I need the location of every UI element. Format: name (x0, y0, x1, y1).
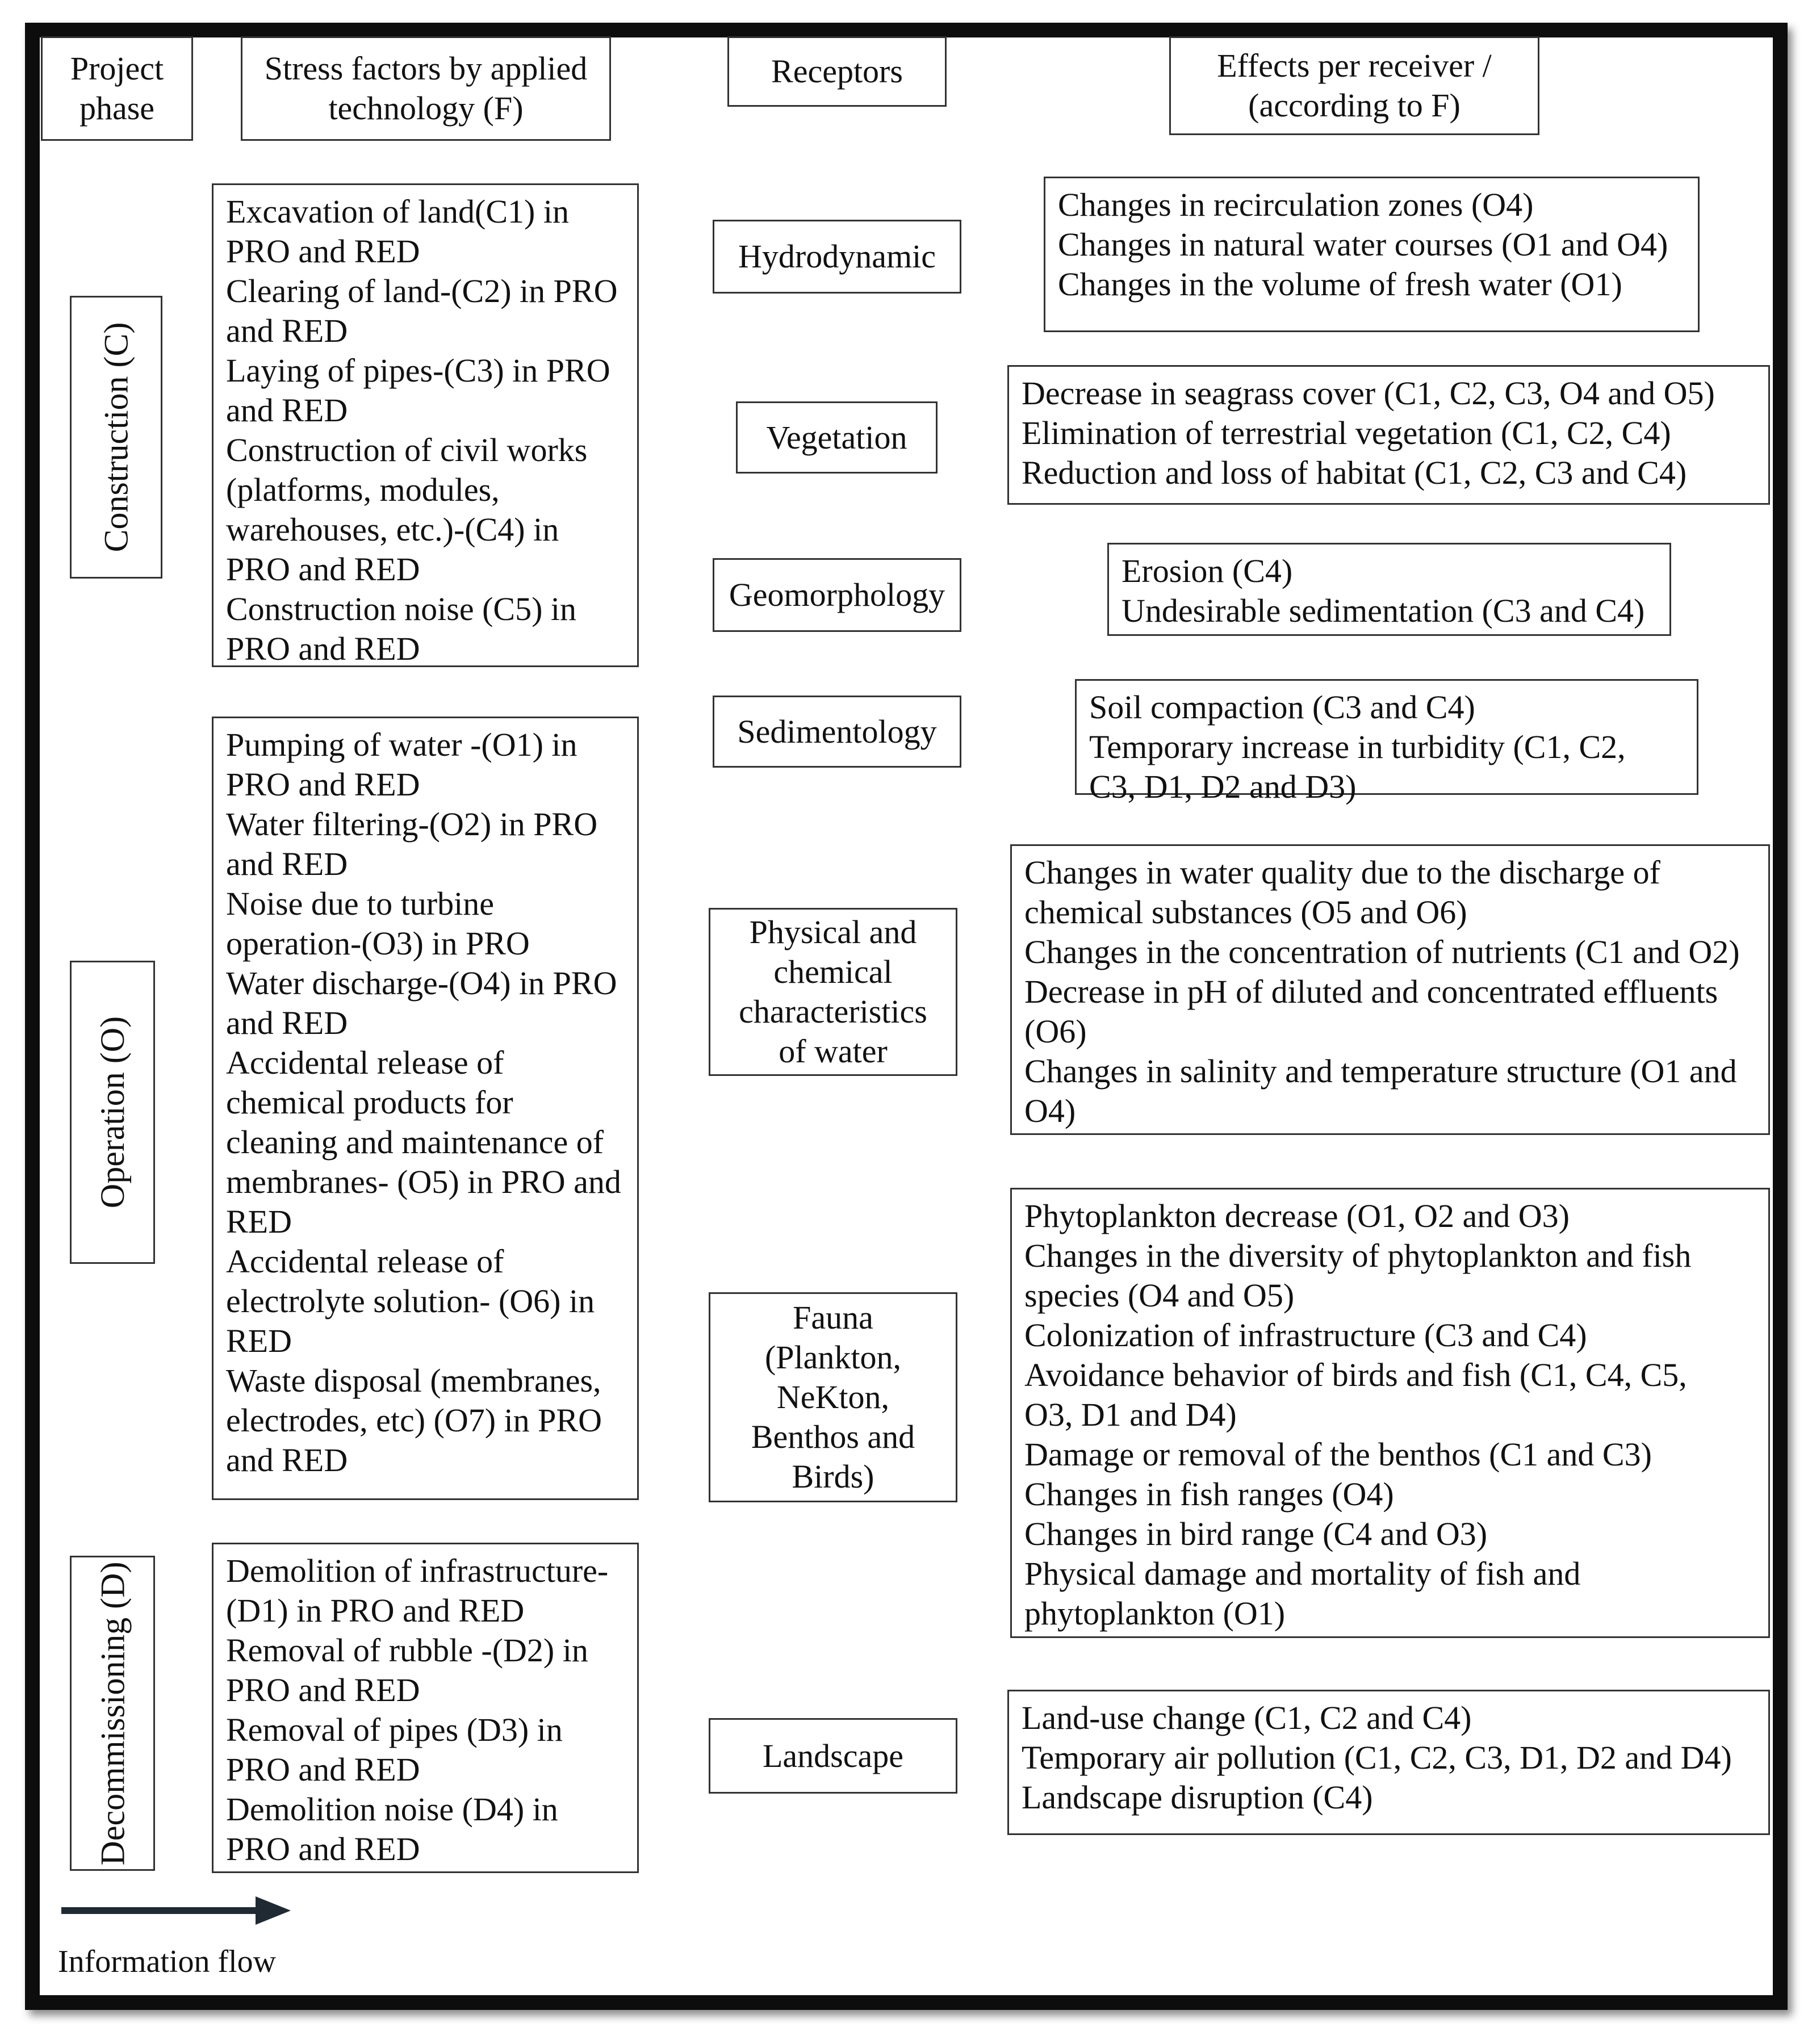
receptor-physical-chemical-lines (739, 912, 927, 1071)
text-line: Changes in recirculation zones (O4) (1058, 186, 1534, 223)
information-flow-label: Information flow (58, 1944, 277, 1979)
text-line: Physical damage and mortality of fish and (1024, 1555, 1581, 1592)
receptor-vegetation (736, 401, 938, 474)
text-line: Landscape (763, 1737, 903, 1774)
text-line: Demolition of infrastructure- (226, 1552, 609, 1589)
text-line: and RED (226, 312, 348, 349)
effects-fauna (1010, 1188, 1770, 1638)
text-line: Construction noise (C5) in (226, 590, 577, 627)
text-line: Changes in the volume of fresh water (O1) (1058, 266, 1622, 303)
text-line: technology (F) (328, 90, 524, 127)
receptor-landscape-lines (763, 1736, 903, 1776)
text-line: Erosion (C4) (1121, 552, 1293, 589)
text-line: (platforms, modules, (226, 471, 500, 508)
receptor-vegetation-lines (766, 418, 907, 458)
text-line: RED (226, 1203, 292, 1240)
text-line: electrolyte solution- (O6) in (226, 1283, 595, 1320)
text-line: Reduction and loss of habitat (C1, C2, C3 and C4) (1022, 454, 1687, 491)
text-line: PRO and RED (226, 1831, 420, 1867)
effects-landscape (1007, 1690, 1770, 1835)
text-line: Excavation of land(C1) in (226, 193, 569, 230)
text-line: Changes in salinity and temperature structure (O1 and (1024, 1053, 1737, 1090)
text-line: NeKton, (776, 1379, 890, 1415)
phase-operation (70, 961, 155, 1264)
text-line: of water (779, 1033, 888, 1070)
receptor-fauna (709, 1292, 957, 1502)
text-line: Landscape disruption (C4) (1022, 1779, 1373, 1816)
text-line: Clearing of land-(C2) in PRO (226, 273, 618, 309)
phase-construction-label: Construction (C) (97, 322, 135, 552)
text-line: PRO and RED (226, 233, 420, 270)
text-line: Decrease in seagrass cover (C1, C2, C3, O4 and O5) (1022, 375, 1715, 412)
text-line: Soil compaction (C3 and C4) (1089, 689, 1475, 726)
text-line: Laying of pipes-(C3) in PRO (226, 352, 610, 389)
header-project-phase (41, 36, 193, 141)
text-line: Elimination of terrestrial vegetation (C1, C2, C4) (1022, 414, 1671, 451)
text-line: Decrease in pH of diluted and concentrated effluents (1024, 973, 1718, 1010)
text-line: Changes in bird range (C4 and O3) (1024, 1515, 1488, 1552)
header-effects (1169, 36, 1539, 135)
header-stress-factors (241, 36, 611, 141)
receptor-landscape (709, 1718, 957, 1794)
text-line: Hydrodynamic (738, 238, 936, 275)
text-line: C3, D1, D2 and D3) (1089, 768, 1357, 805)
text-line: Water filtering-(O2) in PRO (226, 806, 598, 843)
text-line: Removal of pipes (D3) in (226, 1711, 563, 1748)
text-line: O4) (1024, 1092, 1076, 1129)
text-line: and RED (226, 1004, 348, 1041)
text-line: Stress factors by applied (264, 50, 588, 87)
text-line: Vegetation (766, 418, 907, 456)
header-effects-lines (1217, 46, 1492, 125)
information-flow-arrow (57, 1891, 295, 1930)
text-line: Damage or removal of the benthos (C1 and C3) (1024, 1436, 1652, 1473)
text-line: cleaning and maintenance of (226, 1124, 604, 1161)
text-line: and RED (226, 392, 348, 429)
text-line: chemical products for (226, 1084, 513, 1121)
text-line: (D1) in PRO and RED (226, 1592, 525, 1629)
text-line: Changes in fish ranges (O4) (1024, 1476, 1394, 1513)
text-line: PRO and RED (226, 766, 420, 803)
receptor-physical-chemical (709, 908, 957, 1076)
receptor-sedimentology (713, 696, 961, 768)
text-line: chemical (773, 953, 893, 990)
text-line: phase (79, 90, 155, 127)
text-line: Pumping of water -(O1) in (226, 726, 578, 763)
stress-factors-construction (212, 183, 639, 667)
text-line: Demolition noise (D4) in (226, 1791, 558, 1828)
text-line: PRO and RED (226, 1672, 420, 1708)
text-line: Sedimentology (737, 713, 937, 750)
header-stress-factors-lines (265, 49, 588, 128)
header-project-phase-lines (70, 49, 164, 128)
text-line: Changes in natural water courses (O1 and O4) (1058, 226, 1668, 263)
text-line: Avoidance behavior of birds and fish (C1, C4, C5, (1024, 1356, 1687, 1393)
text-line: Phytoplankton decrease (O1, O2 and O3) (1024, 1197, 1570, 1234)
text-line: Removal of rubble -(D2) in (226, 1632, 588, 1669)
text-line: Accidental release of (226, 1044, 504, 1081)
text-line: Effects per receiver / (1217, 47, 1492, 84)
text-line: Undesirable sedimentation (C3 and C4) (1121, 592, 1645, 629)
text-line: PRO and RED (226, 630, 420, 667)
phase-decommissioning-label: Decommissioning (D) (94, 1561, 131, 1865)
effects-hydrodynamic (1044, 177, 1700, 332)
text-line: species (O4 and O5) (1024, 1277, 1295, 1314)
effects-vegetation (1007, 365, 1770, 505)
text-line: Fauna (793, 1299, 873, 1336)
text-line: Temporary increase in turbidity (C1, C2, (1089, 728, 1626, 765)
effects-geomorphology (1107, 543, 1671, 636)
text-line: and RED (226, 1442, 348, 1478)
text-line: Noise due to turbine (226, 885, 494, 922)
text-line: Benthos and (751, 1418, 915, 1455)
text-line: PRO and RED (226, 1751, 420, 1788)
text-line: and RED (226, 845, 348, 882)
header-receptors (727, 36, 947, 107)
phase-decommissioning (70, 1556, 155, 1871)
text-line: Accidental release of (226, 1243, 504, 1280)
text-line: operation-(O3) in PRO (226, 925, 530, 962)
stress-factors-operation (212, 717, 639, 1500)
text-line: (O6) (1024, 1013, 1087, 1050)
text-line: Colonization of infrastructure (C3 and C4) (1024, 1317, 1587, 1354)
text-line: PRO and RED (226, 551, 420, 588)
phase-construction (70, 296, 162, 579)
stress-factors-decommissioning (212, 1543, 639, 1873)
text-line: Waste disposal (membranes, (226, 1362, 601, 1399)
receptor-geomorphology (713, 558, 961, 632)
text-line: Changes in the concentration of nutrients (C1 and O2) (1024, 933, 1740, 970)
text-line: membranes- (O5) in PRO and (226, 1163, 621, 1200)
text-line: Land-use change (C1, C2 and C4) (1022, 1699, 1472, 1736)
text-line: Water discharge-(O4) in PRO (226, 965, 617, 1002)
receptor-fauna-lines (751, 1298, 915, 1497)
effects-physical-chemical (1010, 844, 1770, 1135)
text-line: Project (70, 50, 164, 87)
text-line: Geomorphology (729, 576, 945, 613)
text-line: phytoplankton (O1) (1024, 1595, 1286, 1632)
receptor-hydrodynamic (713, 220, 961, 294)
receptor-geomorphology-lines (729, 575, 945, 615)
text-line: (according to F) (1248, 87, 1461, 124)
receptor-hydrodynamic-lines (738, 237, 936, 277)
text-line: O3, D1 and D4) (1024, 1396, 1237, 1433)
text-line: Changes in the diversity of phytoplankton and fish (1024, 1237, 1692, 1274)
text-line: RED (226, 1322, 292, 1359)
receptor-sedimentology-lines (737, 712, 936, 752)
text-line: Changes in water quality due to the discharge of (1024, 854, 1660, 891)
text-line: chemical substances (O5 and O6) (1024, 894, 1467, 931)
text-line: Physical and (749, 914, 917, 950)
text-line: (Plankton, (764, 1339, 902, 1376)
text-line: warehouses, etc.)-(C4) in (226, 511, 559, 548)
text-line: Birds) (792, 1458, 874, 1495)
text-line: electrodes, etc) (O7) in PRO (226, 1402, 602, 1439)
header-receptors-label: Receptors (771, 53, 903, 90)
phase-operation-label: Operation (O) (94, 1016, 132, 1209)
effects-sedimentology (1075, 679, 1698, 805)
text-line: Temporary air pollution (C1, C2, C3, D1, D2 and D4) (1022, 1739, 1732, 1776)
text-line: Construction of civil works (226, 432, 588, 468)
text-line: characteristics (739, 993, 927, 1030)
